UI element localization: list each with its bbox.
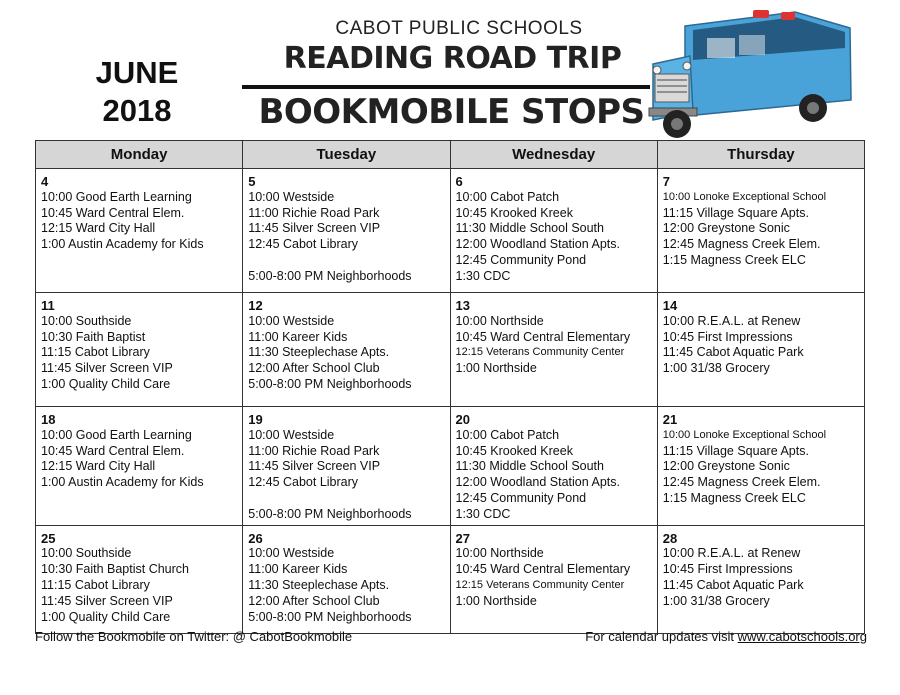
month-year [62, 54, 212, 130]
stop-entry: 1:00 31/38 Grocery [662, 593, 770, 608]
day-cell [450, 407, 657, 526]
day-cell [243, 169, 450, 293]
stop-entry: 10:00 R.E.A.L. at Renew [662, 546, 801, 561]
stop-entry: 12:15 Ward City Hall [41, 459, 156, 474]
evening-stop-entry: 5:00-8:00 PM Neighborhoods [248, 609, 412, 624]
day-cell [36, 525, 243, 633]
weekday-monday: Monday [36, 141, 243, 169]
stop-entry: 10:30 Faith Baptist [41, 329, 146, 344]
stop-entry: 11:45 Silver Screen VIP [248, 459, 381, 474]
day-number: 7 [662, 174, 670, 189]
stop-entry: 11:45 Silver Screen VIP [41, 361, 173, 376]
weekday-thursday: Thursday [657, 141, 864, 169]
stop-entry: 10:45 Krooked Kreek [455, 443, 573, 458]
stop-entry: 11:45 Silver Screen VIP [41, 593, 173, 608]
stop-entry: 10:00 Westside [248, 427, 335, 442]
website-link[interactable]: www.cabotschools.org [737, 629, 867, 644]
title-divider [242, 85, 650, 89]
week-row [36, 407, 865, 526]
day-cell [657, 169, 864, 293]
week-row [36, 293, 865, 407]
day-cell [450, 525, 657, 633]
day-cell [657, 525, 864, 633]
stop-entry: 10:45 Ward Central Elementary [455, 562, 631, 577]
week-row [36, 525, 865, 633]
day-number: 6 [455, 174, 463, 189]
day-cell [657, 407, 864, 526]
stop-entry: 11:00 Kareer Kids [248, 329, 348, 344]
stop-entry: 11:15 Village Square Apts. [662, 205, 809, 220]
day-number: 13 [455, 298, 470, 313]
bookmobile-bus-icon [645, 8, 855, 140]
spacer [248, 253, 444, 269]
day-cell [657, 293, 864, 407]
stop-entry: 12:15 Veterans Community Center [455, 578, 625, 591]
district-name: CABOT PUBLIC SCHOOLS [335, 18, 583, 39]
stop-entry: 10:00 Lonoke Exceptional School [662, 428, 827, 441]
stop-entry: 12:45 Cabot Library [248, 237, 359, 252]
stop-entry: 11:45 Cabot Aquatic Park [662, 577, 804, 592]
day-number: 11 [41, 298, 55, 313]
day-cell [243, 293, 450, 407]
stop-entry: 11:30 Steeplechase Apts. [248, 577, 390, 592]
day-cell [243, 525, 450, 633]
day-number: 27 [455, 530, 470, 546]
stop-entry: 10:00 Cabot Patch [455, 427, 560, 442]
day-number: 25 [41, 530, 56, 546]
day-number: 26 [248, 530, 263, 546]
stop-entry: 1:00 Northside [455, 361, 537, 376]
stop-entry: 10:45 First Impressions [662, 562, 793, 577]
stop-entry: 11:30 Steeplechase Apts. [248, 345, 390, 360]
spacer [248, 491, 444, 507]
week-row [36, 169, 865, 293]
day-number: 12 [248, 298, 263, 313]
stop-entry: 11:45 Silver Screen VIP [248, 221, 381, 236]
stop-entry: 12:15 Veterans Community Center [455, 346, 625, 359]
stop-entry: 11:15 Village Square Apts. [662, 443, 809, 458]
year-label: 2018 [102, 93, 172, 128]
stop-entry: 12:00 Greystone Sonic [662, 459, 790, 474]
weekday-header-row [36, 141, 865, 169]
stop-entry: 10:45 Krooked Kreek [455, 205, 573, 220]
twitter-note: Follow the Bookmobile on Twitter: @ CabotBookmobile [35, 629, 353, 644]
weekday-tuesday: Tuesday [243, 141, 450, 169]
day-number: 20 [455, 412, 470, 427]
stop-entry: 1:00 Northside [455, 593, 537, 608]
program-title: READING ROAD TRIP [283, 41, 622, 76]
day-number: 21 [662, 412, 678, 427]
updates-text: For calendar updates visit [585, 629, 738, 644]
stop-entry: 10:00 R.E.A.L. at Renew [662, 313, 801, 328]
evening-stop-entry: 5:00-8:00 PM Neighborhoods [248, 376, 412, 391]
stop-entry: 12:45 Magness Creek Elem. [662, 475, 821, 490]
evening-stop-entry: 5:00-8:00 PM Neighborhoods [248, 506, 412, 521]
stop-entry: 1:15 Magness Creek ELC [662, 490, 806, 505]
stop-entry: 11:30 Middle School South [455, 459, 604, 474]
stop-entry: 12:00 Woodland Station Apts. [455, 475, 620, 490]
stop-entry: 1:00 Austin Academy for Kids [41, 475, 204, 490]
stop-entry: 10:45 Ward Central Elem. [41, 443, 185, 458]
stop-entry: 1:00 31/38 Grocery [662, 361, 770, 376]
stop-entry: 10:00 Northside [455, 313, 544, 328]
stop-entry: 10:00 Cabot Patch [455, 189, 560, 204]
day-number: 5 [248, 174, 256, 189]
stop-entry: 1:00 Quality Child Care [41, 376, 171, 391]
stop-entry: 11:45 Cabot Aquatic Park [662, 345, 804, 360]
stop-entry: 10:00 Westside [248, 189, 335, 204]
stop-entry: 10:00 Good Earth Learning [41, 427, 192, 442]
stop-entry: 10:00 Westside [248, 313, 335, 328]
stop-entry: 11:00 Richie Road Park [248, 443, 380, 458]
stop-entry: 1:00 Austin Academy for Kids [41, 237, 204, 252]
stop-entry: 10:00 Lonoke Exceptional School [662, 190, 827, 203]
stop-entry: 1:30 CDC [455, 506, 511, 521]
day-cell [243, 407, 450, 526]
stop-entry: 1:30 CDC [455, 268, 511, 283]
day-cell [36, 293, 243, 407]
stop-entry: 12:00 Greystone Sonic [662, 221, 790, 236]
stop-entry: 10:30 Faith Baptist Church [41, 562, 189, 577]
stop-entry: 12:00 After School Club [248, 593, 380, 608]
stop-entry: 11:15 Cabot Library [41, 345, 150, 360]
stop-entry: 10:00 Northside [455, 546, 544, 561]
month-label: JUNE [95, 55, 179, 90]
stop-entry: 10:45 Ward Central Elem. [41, 205, 185, 220]
stop-entry: 12:45 Community Pond [455, 252, 587, 267]
day-cell [36, 169, 243, 293]
bookmobile-calendar [35, 140, 865, 634]
stop-entry: 10:00 Westside [248, 546, 335, 561]
stop-entry: 11:00 Richie Road Park [248, 205, 380, 220]
stop-entry: 10:45 Ward Central Elementary [455, 329, 631, 344]
updates-note [585, 629, 867, 644]
stop-entry: 10:00 Good Earth Learning [41, 189, 192, 204]
stop-entry: 11:00 Kareer Kids [248, 562, 348, 577]
stop-entry: 1:15 Magness Creek ELC [662, 252, 806, 267]
day-number: 14 [662, 298, 678, 313]
stop-entry: 10:00 Southside [41, 546, 132, 561]
day-cell [450, 169, 657, 293]
weekday-wednesday: Wednesday [450, 141, 657, 169]
day-number: 18 [41, 412, 56, 427]
day-number: 28 [662, 530, 678, 546]
evening-stop-entry: 5:00-8:00 PM Neighborhoods [248, 268, 412, 283]
day-cell [36, 407, 243, 526]
stop-entry: 12:45 Community Pond [455, 490, 587, 505]
stop-entry: 12:00 Woodland Station Apts. [455, 237, 620, 252]
stop-entry: 12:15 Ward City Hall [41, 221, 156, 236]
day-number: 4 [41, 174, 49, 189]
stop-entry: 11:15 Cabot Library [41, 577, 150, 592]
stop-entry: 10:45 First Impressions [662, 329, 793, 344]
title-banner [240, 0, 660, 140]
stop-entry: 10:00 Southside [41, 313, 132, 328]
page-title: BOOKMOBILE STOPS [258, 92, 645, 132]
stop-entry: 12:45 Magness Creek Elem. [662, 237, 821, 252]
stop-entry: 11:30 Middle School South [455, 221, 604, 236]
day-cell [450, 293, 657, 407]
stop-entry: 12:45 Cabot Library [248, 475, 359, 490]
day-number: 19 [248, 412, 263, 427]
stop-entry: 1:00 Quality Child Care [41, 609, 171, 624]
stop-entry: 12:00 After School Club [248, 361, 380, 376]
